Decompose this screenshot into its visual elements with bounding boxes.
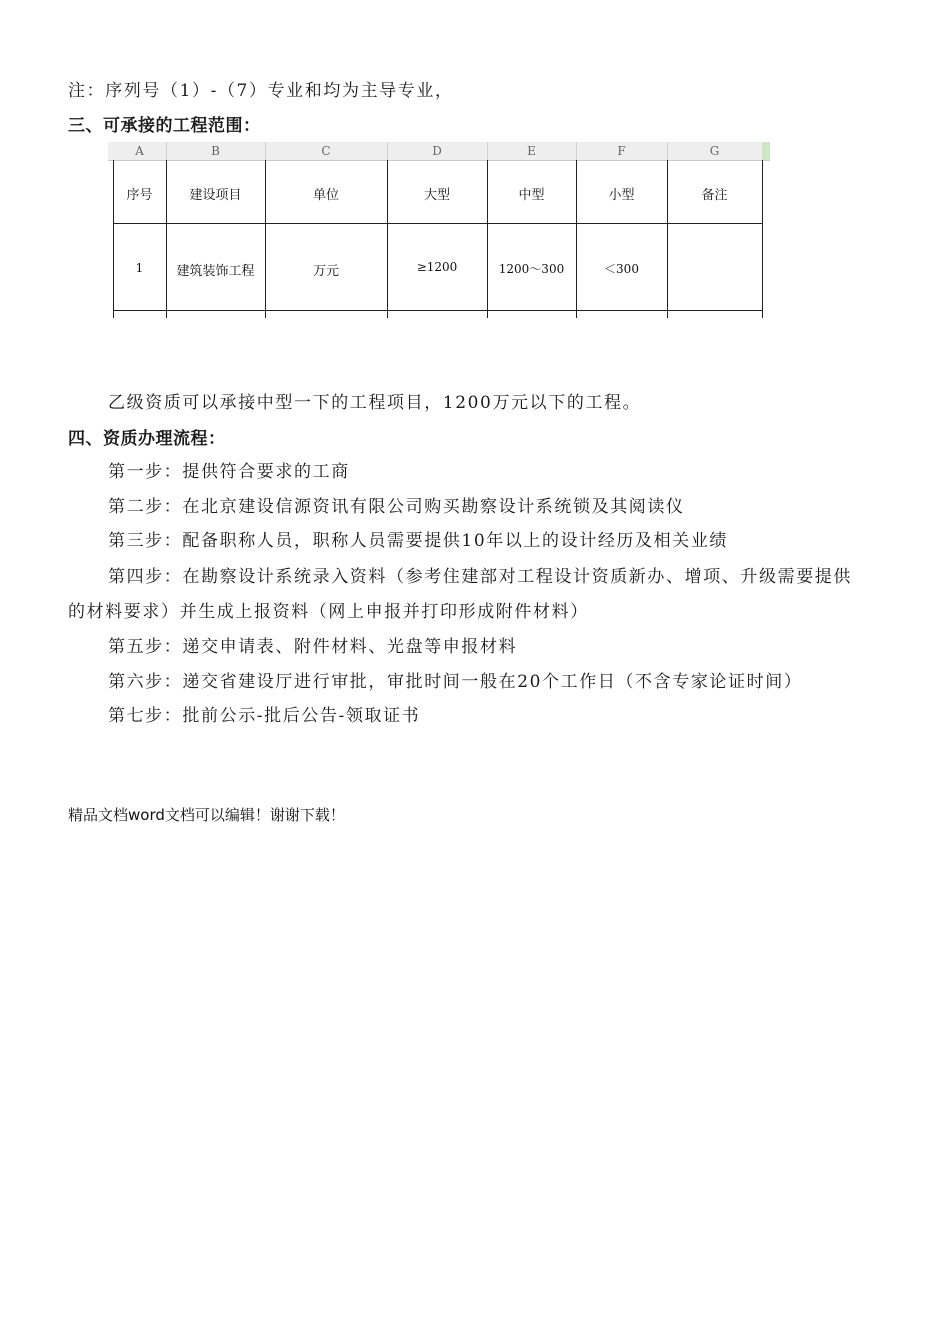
column-letter-a: A: [135, 144, 144, 158]
step-4-line-1: 第四步：在勘察设计系统录入资料（参考住建部对工程设计资质新办、增项、升级需要提供: [108, 567, 852, 587]
row-cell-unit: 万元: [312, 264, 339, 279]
column-letter-f: F: [617, 144, 626, 158]
step-6: 第六步：递交省建设厅进行审批，审批时间一般在20个工作日（不含专家论证时间）: [108, 672, 803, 692]
step-3: 第三步：配备职称人员，职称人员需要提供10年以上的设计经历及相关业绩: [108, 531, 729, 551]
column-letter-c: C: [321, 144, 331, 158]
footer-note: 精品文档word文档可以编辑！谢谢下载！: [68, 806, 345, 824]
column-header-bar: [108, 142, 770, 161]
column-letter-e: E: [527, 144, 536, 158]
row-cell-project: 建筑装饰工程: [176, 264, 255, 279]
step-1: 第一步：提供符合要求的工商: [108, 462, 350, 482]
header-cell-index: 序号: [126, 188, 153, 203]
header-cell-large: 大型: [423, 188, 450, 203]
header-cell-medium: 中型: [518, 188, 545, 203]
header-cell-remark: 备注: [701, 188, 728, 203]
header-cell-small: 小型: [608, 188, 635, 203]
section-heading-process: 四、资质办理流程：: [68, 429, 226, 449]
section-heading-scope: 三、可承接的工程范围：: [68, 116, 261, 136]
spreadsheet-image: [108, 142, 770, 318]
row-cell-medium: 1200～300: [498, 262, 565, 276]
row-cell-index: 1: [135, 261, 144, 275]
step-5: 第五步：递交申请表、附件材料、光盘等申报材料: [108, 637, 518, 657]
step-2: 第二步：在北京建设信源资讯有限公司购买勘察设计系统锁及其阅读仪: [108, 497, 685, 517]
note-line: 注：序列号（1）-（7）专业和均为主导专业，: [68, 81, 454, 101]
step-7: 第七步：批前公示-批后公告-领取证书: [108, 706, 421, 726]
row-cell-small: ＜300: [604, 262, 639, 276]
column-letter-b: B: [211, 144, 220, 158]
scope-paragraph: 乙级资质可以承接中型一下的工程项目，1200万元以下的工程。: [108, 393, 642, 413]
column-letter-d: D: [432, 144, 442, 158]
header-cell-unit: 单位: [312, 188, 339, 203]
header-cell-project: 建设项目: [189, 188, 242, 203]
step-4-line-2: 的材料要求）并生成上报资料（网上申报并打印形成附件材料）: [68, 602, 589, 622]
row-cell-large: ≥1200: [416, 260, 458, 274]
column-letter-g: G: [709, 144, 720, 158]
